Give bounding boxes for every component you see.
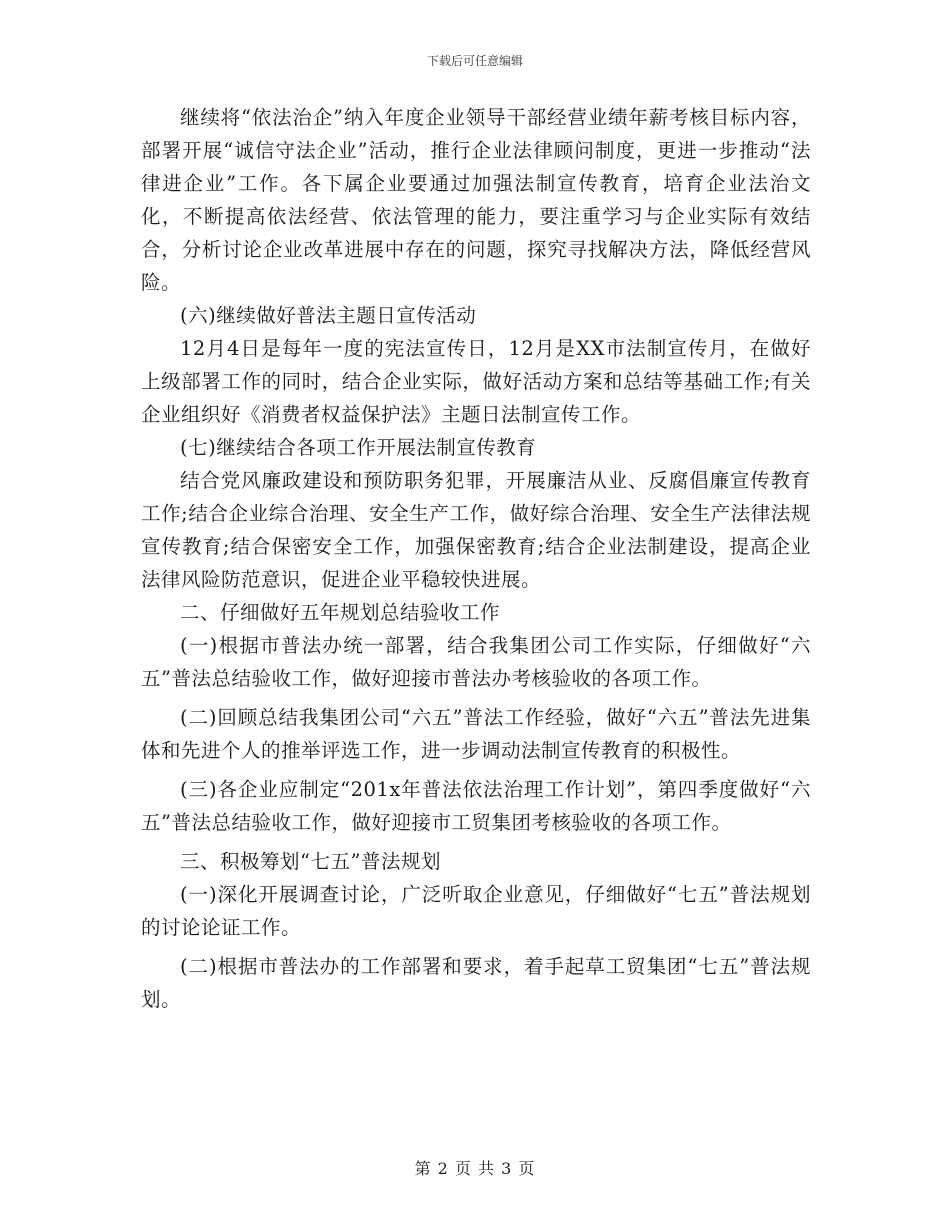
section-heading: (七)继续结合各项工作开展法制宣传教育	[180, 436, 537, 459]
section-heading: 二、仔细做好五年规划总结验收工作	[180, 601, 501, 624]
section-heading: 三、积极筹划“七五”普法规划	[180, 850, 441, 873]
document-body	[141, 101, 811, 1016]
paragraph: 结合党风廉政建设和预防职务犯罪，开展廉洁从业、反腐倡廉宣传教育工作;结合企业综合治理、安全生产工作，做好综合治理、安全生产法律法规宣传教育;结合保密安全工作，加强保密教育;结合企业法制建设，提高企业法律风险防范意识，促进企业平稳较快进展。	[141, 469, 811, 591]
paragraph: (三)各企业应制定“201x年普法依法治理工作计划”，第四季度做好“六五”普法总结验收工作，做好迎接市工贸集团考核验收的各项工作。	[141, 778, 811, 834]
page-footer: 第 2 页 共 3 页	[414, 1159, 536, 1178]
paragraph: (二)根据市普法办的工作部署和要求，着手起草工贸集团“七五”普法规划。	[141, 955, 811, 1011]
paragraph: (一)根据市普法办统一部署，结合我集团公司工作实际，仔细做好“六五”普法总结验收工作，做好迎接市普法办考核验收的各项工作。	[141, 634, 811, 690]
page-header: 下载后可任意编辑	[426, 54, 523, 68]
paragraph: (一)深化开展调查讨论，广泛听取企业意见，仔细做好“七五”普法规划的讨论论证工作。	[141, 883, 811, 939]
section-heading: (六)继续做好普法主题日宣传活动	[180, 304, 477, 327]
paragraph: 12月4日是每年一度的宪法宣传日，12月是XX市法制宣传月，在做好上级部署工作的同时，结合企业实际，做好活动方案和总结等基础工作;有关企业组织好《消费者权益保护法》主题日法制宣传工作。	[141, 337, 811, 426]
paragraph: 继续将“依法治企”纳入年度企业领导干部经营业绩年薪考核目标内容，部署开展“诚信守法企业”活动，推行企业法律顾问制度，更进一步推动“法律进企业”工作。各下属企业要通过加强法制宣传教育，培育企业法治文化，不断提高依法经营、依法管理的能力，要注重学习与企业实际有效结合，分析讨论企业改革进展中存在的问题，探究寻找解决方法，降低经营风险。	[141, 106, 811, 294]
paragraph: (二)回顾总结我集团公司“六五”普法工作经验，做好“六五”普法先进集体和先进个人的推举评选工作，进一步调动法制宣传教育的积极性。	[141, 706, 811, 762]
